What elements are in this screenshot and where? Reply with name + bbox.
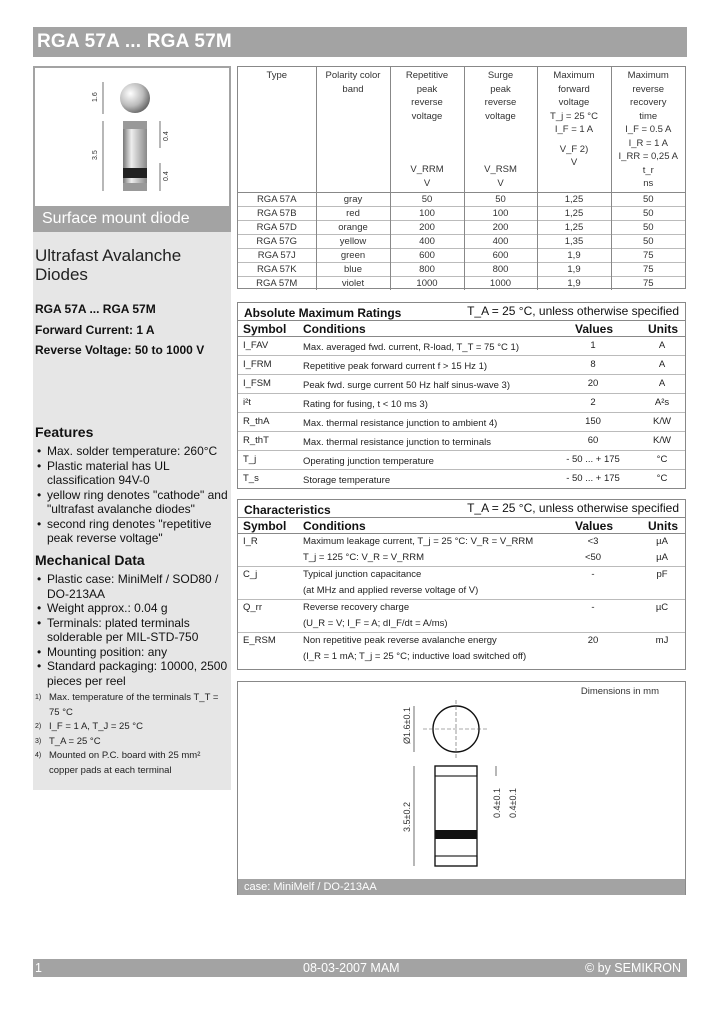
diode-dim-1: 1.6 [92, 92, 99, 102]
char-sym: I_R [243, 536, 258, 547]
table-cell: RGA 57A [238, 192, 316, 206]
char-val1: - [591, 569, 595, 580]
abs-val: 2 [590, 397, 596, 408]
abs-val: 150 [585, 416, 601, 427]
table-row [238, 192, 685, 206]
abs-sym: I_FRM [243, 359, 272, 370]
product-heading [35, 246, 181, 284]
char-cond2: (I_R = 1 mA; T_j = 25 °C; inductive load switched off) [303, 651, 527, 662]
abs-sym: R_thA [243, 416, 270, 427]
char-cond2: (U_R = V; I_F = A; dI_F/dt = A/ms) [303, 618, 448, 629]
table-row [238, 394, 685, 413]
abs-max-title: Absolute Maximum Ratings [244, 306, 402, 320]
table-cell: 50 [611, 192, 685, 206]
table-cell: violet [316, 276, 390, 290]
table-cell: 1,9 [537, 276, 611, 290]
table-row [238, 248, 685, 262]
table-cell: gray [316, 192, 390, 206]
table-cell: 50 [464, 192, 537, 206]
type-table [238, 67, 685, 290]
reverse-voltage: Reverse Voltage: 50 to 1000 V [35, 343, 205, 357]
list-item: • Standard packaging: 10000, 2500 pieces per reel [35, 659, 231, 688]
list-item: • yellow ring denotes "cathode" and "ultrafast avalanche diodes" [35, 488, 231, 517]
table-row [238, 600, 685, 633]
page-number: 1 [35, 961, 42, 975]
abs-max-condition: T_A = 25 °C, unless otherwise specified [467, 304, 679, 318]
table-cell: 1,25 [537, 220, 611, 234]
table-cell: 1,25 [537, 192, 611, 206]
col-trr: Maximum reverse recovery time I_F = 0.5 A I_R = 1 A I_RR = 0,25 A t_r ns [611, 67, 685, 192]
char-val1: - [591, 602, 595, 613]
footnotes [35, 691, 231, 778]
table-cell: 50 [390, 192, 464, 206]
col-polarity: Polarity color band [316, 67, 390, 192]
abs-val: - 50 ... + 175 [566, 473, 620, 484]
characteristics-section [237, 499, 686, 670]
char-sym: C_j [243, 569, 258, 580]
list-item: • Plastic material has UL classification 94V-0 [35, 459, 231, 488]
table-cell: red [316, 206, 390, 220]
table-cell: 50 [611, 206, 685, 220]
char-val1: 20 [587, 635, 599, 646]
abs-val: - 50 ... + 175 [566, 454, 620, 465]
abs-sym: T_s [243, 473, 259, 484]
char-unit1: µC [655, 602, 669, 613]
mechanical-title: Mechanical Data [35, 552, 145, 568]
table-cell: yellow [316, 234, 390, 248]
diode-drawing-icon [35, 68, 229, 208]
char-cond2: T_j = 125 °C: V_R = V_RRM [303, 552, 425, 563]
table-cell: 50 [611, 234, 685, 248]
table-cell: blue [316, 262, 390, 276]
abs-sym: I_FSM [243, 378, 271, 389]
abs-val: 1 [590, 340, 596, 351]
table-cell: 1,9 [537, 262, 611, 276]
table-row [238, 220, 685, 234]
col-vrsm: Surge peak reverse voltage V_RSM V [464, 67, 537, 192]
abs-cond: Operating junction temperature [303, 456, 434, 467]
abs-sym: R_thT [243, 435, 269, 446]
char-unit1: mJ [655, 635, 669, 646]
table-cell: 800 [390, 262, 464, 276]
table-cell: 50 [611, 220, 685, 234]
abs-cond: Max. thermal resistance junction to ambient 4) [303, 418, 498, 429]
footer-copyright: © by SEMIKRON [584, 961, 681, 975]
package-outline-icon [238, 682, 687, 882]
mechanical-list [35, 572, 231, 688]
table-cell: 1000 [464, 276, 537, 290]
table-row [238, 375, 685, 394]
footnote: 4) Mounted on P.C. board with 25 mm² copper pads at each terminal [35, 750, 201, 776]
list-item: • second ring denotes "repetitive peak reverse voltage" [35, 517, 231, 546]
table-row [238, 262, 685, 276]
char-cond1: Non repetitive peak reverse avalanche energy [303, 635, 497, 646]
table-row [238, 234, 685, 248]
table-cell: RGA 57B [238, 206, 316, 220]
table-cell: 100 [390, 206, 464, 220]
list-item: • Terminals: plated terminals solderable per MIL-STD-750 [35, 616, 231, 645]
table-cell: RGA 57M [238, 276, 316, 290]
features-title: Features [35, 424, 94, 440]
diode-dim-3: 3.5 [92, 150, 99, 160]
char-val2: <50 [584, 552, 602, 563]
char-sym: E_RSM [243, 635, 276, 646]
table-cell: 1,25 [537, 206, 611, 220]
table-cell: 200 [464, 220, 537, 234]
abs-unit: K/W [653, 416, 671, 427]
table-cell: 400 [464, 234, 537, 248]
abs-unit: K/W [653, 435, 671, 446]
char-unit2: µA [656, 552, 668, 563]
abs-max-columns: Symbol Conditions Values Units [238, 321, 685, 337]
list-item: • Max. solder temperature: 260°C [35, 444, 231, 459]
char-condition: T_A = 25 °C, unless otherwise specified [467, 501, 679, 515]
table-row [238, 356, 685, 375]
heading-line-1: Ultrafast Avalanche [35, 246, 182, 265]
table-cell: 1,9 [537, 248, 611, 262]
abs-cond: Rating for fusing, t < 10 ms 3) [303, 399, 428, 410]
diode-dim-2: 0.4 [163, 131, 170, 141]
dimension-drawing [237, 681, 686, 895]
abs-unit: A [658, 378, 666, 389]
table-cell: 200 [390, 220, 464, 234]
list-item: • Mounting position: any [35, 645, 231, 660]
table-row [238, 276, 685, 290]
abs-unit: A [658, 359, 666, 370]
col-vrrm: Repetitive peak reverse voltage V_RRM V [390, 67, 464, 192]
dim-length: 3.5±0.2 [402, 802, 412, 832]
title-bar [33, 27, 687, 57]
table-row [238, 432, 685, 451]
table-cell: 1000 [390, 276, 464, 290]
image-caption: Surface mount diode [35, 206, 229, 231]
abs-cond: Max. thermal resistance junction to terminals [303, 437, 491, 448]
table-row [238, 413, 685, 432]
table-cell: 600 [390, 248, 464, 262]
table-cell: RGA 57G [238, 234, 316, 248]
table-cell: 600 [464, 248, 537, 262]
type-table-header [238, 67, 685, 192]
table-cell: 75 [611, 276, 685, 290]
footnote: 1) Max. temperature of the terminals T_T = 75 °C [35, 692, 219, 718]
dim-terminal: 0.4±0.1 [492, 788, 502, 818]
abs-val: 60 [587, 435, 599, 446]
table-cell: RGA 57J [238, 248, 316, 262]
list-item: • Weight approx.: 0.04 g [35, 601, 231, 616]
dimension-caption: case: MiniMelf / DO-213AA [238, 879, 685, 895]
abs-unit: A²s [654, 397, 670, 408]
table-cell: 75 [611, 248, 685, 262]
abs-cond: Storage temperature [303, 475, 391, 486]
table-row [238, 633, 685, 666]
char-unit1: pF [656, 569, 668, 580]
table-cell: RGA 57K [238, 262, 316, 276]
footer [33, 959, 687, 977]
char-cond2: (at MHz and applied reverse voltage of V) [303, 585, 479, 596]
col-vf: Maximum forward voltage T_j = 25 °C I_F = 1 A V_F 2) V [537, 67, 611, 192]
abs-cond: Repetitive peak forward current f > 15 Hz 1) [303, 361, 488, 372]
char-unit1: µA [656, 536, 668, 547]
abs-sym: T_j [243, 454, 257, 465]
col-type: Type [266, 70, 288, 81]
char-val1: <3 [587, 536, 599, 547]
abs-max-header [238, 303, 685, 321]
footnote: 3) T_A = 25 °C [35, 735, 101, 747]
abs-val: 20 [587, 378, 599, 389]
table-row [238, 470, 685, 489]
footer-date: 08-03-2007 MAM [303, 961, 400, 975]
page-title: RGA 57A ... RGA 57M [37, 31, 232, 52]
table-row [238, 534, 685, 567]
char-header [238, 500, 685, 518]
char-cond1: Maximum leakage current, T_j = 25 °C: V_R = V_RRM [303, 536, 534, 547]
abs-cond: Max. averaged fwd. current, R-load, T_T = 75 °C 1) [303, 342, 519, 353]
dim-diameter: Ø1.6±0.1 [402, 707, 412, 744]
table-cell: RGA 57D [238, 220, 316, 234]
char-columns: Symbol Conditions Values Units [238, 518, 685, 534]
heading-line-2: Diodes [35, 265, 88, 284]
abs-unit: °C [656, 473, 668, 484]
abs-val: 8 [590, 359, 596, 370]
abs-max-section [237, 302, 686, 489]
char-cond1: Typical junction capacitance [303, 569, 422, 580]
abs-sym: I_FAV [243, 340, 269, 351]
table-row [238, 337, 685, 356]
list-item: • Plastic case: MiniMelf / SOD80 / DO-213AA [35, 572, 231, 601]
forward-current: Forward Current: 1 A [35, 323, 155, 337]
table-row [238, 451, 685, 470]
abs-unit: °C [656, 454, 668, 465]
char-sym: Q_rr [243, 602, 262, 613]
char-cond1: Reverse recovery charge [303, 602, 410, 613]
diode-dim-4: 0.4 [163, 171, 170, 181]
part-range: RGA 57A ... RGA 57M [35, 302, 156, 316]
abs-cond: Peak fwd. surge current 50 Hz half sinus-wave 3) [303, 380, 510, 391]
table-cell: 75 [611, 262, 685, 276]
table-cell: 400 [390, 234, 464, 248]
table-cell: orange [316, 220, 390, 234]
table-cell: 100 [464, 206, 537, 220]
table-row [238, 206, 685, 220]
char-title: Characteristics [244, 503, 331, 517]
footnote: 2) I_F = 1 A, T_J = 25 °C [35, 721, 143, 732]
abs-sym: i²t [243, 397, 251, 408]
table-cell: 1,35 [537, 234, 611, 248]
dim-band: 0.4±0.1 [508, 788, 518, 818]
table-cell: green [316, 248, 390, 262]
dimensions-label: Dimensions in mm [580, 686, 659, 697]
table-row [238, 567, 685, 600]
features-list [35, 444, 231, 546]
table-cell: 800 [464, 262, 537, 276]
abs-unit: A [658, 340, 666, 351]
